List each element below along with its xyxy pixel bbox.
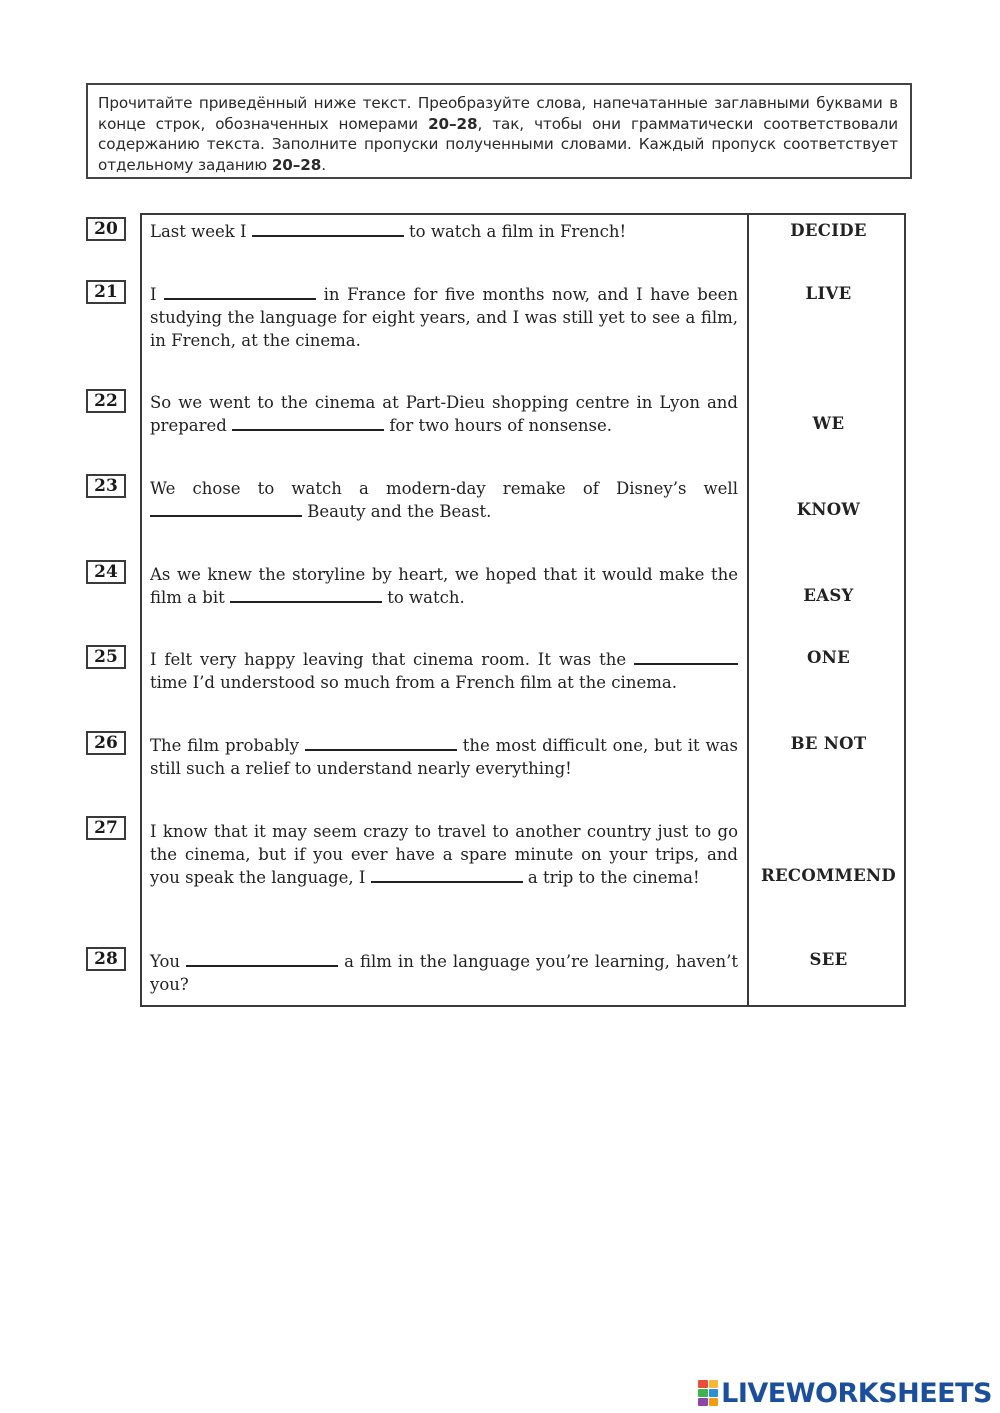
task-sentence-23 [150, 477, 738, 523]
instructions-box [86, 83, 912, 179]
task-sentence-27 [150, 820, 738, 889]
answer-blank-21[interactable] [164, 283, 316, 300]
answer-blank-28[interactable] [186, 950, 338, 967]
task-text-after: to watch. [381, 588, 465, 607]
keyword-column-divider [747, 213, 749, 1007]
task-text-before: So we went to the cinema at Part-Dieu shopping centre in Lyon and prepared [150, 393, 738, 435]
instructions-range-2: 20–28 [271, 155, 322, 174]
task-sentence-26 [150, 734, 738, 780]
task-sentence-25 [150, 648, 738, 694]
task-text-after: to watch a film in French! [403, 222, 627, 241]
answer-blank-27[interactable] [371, 866, 523, 883]
keyword-23: KNOW [796, 500, 861, 519]
task-text-before: We chose to watch a modern-day remake of Disney’s well [150, 479, 738, 498]
task-number-25: 25 [86, 645, 126, 669]
task-text-after: a trip to the cinema! [522, 868, 700, 887]
task-number-20: 20 [86, 217, 126, 241]
keyword-27: RECOMMEND [761, 866, 896, 885]
task-number-28: 28 [86, 947, 126, 971]
liveworksheets-logo-icon [698, 1380, 718, 1406]
task-text-after: the most difficult one, but it was still such a relief to understand nearly everything! [150, 736, 738, 778]
task-number-21: 21 [86, 280, 126, 304]
task-number-26: 26 [86, 731, 126, 755]
task-text-after: in France for five months now, and I have been studying the language for eight years, and I was still yet to see a film, in French, at the cinema. [150, 285, 738, 350]
answer-blank-26[interactable] [305, 734, 457, 751]
task-text-after: a film in the language you’re learning, haven’t you? [150, 952, 739, 994]
logo-tile [698, 1398, 708, 1406]
task-text-before: I know that it may seem crazy to travel to another country just to go the cinema, but if you ever have a spare minute on your trips, and you speak the language, I [150, 822, 738, 887]
answer-blank-22[interactable] [232, 414, 384, 431]
task-text-before: I [150, 285, 165, 304]
answer-blank-20[interactable] [252, 220, 404, 237]
task-sentence-20 [150, 220, 738, 243]
task-number-24: 24 [86, 560, 126, 584]
instructions-text-2: , так, чтобы они грамматически соответствовали содержанию текста. Заполните пропуски полученными словами. Каждый пропуск соответствует отдельному заданию [98, 114, 899, 174]
instructions-text-3: . [321, 155, 326, 174]
keyword-25: ONE [807, 648, 850, 667]
answer-blank-24[interactable] [230, 586, 382, 603]
task-text-before: I felt very happy leaving that cinema room. It was the [150, 650, 634, 669]
task-sentence-24 [150, 563, 738, 609]
task-text-after: time I’d understood so much from a French film at the cinema. [150, 673, 677, 692]
keyword-22: WE [812, 414, 845, 433]
instructions-text-1: Прочитайте приведённый ниже текст. Преобразуйте слова, напечатанные заглавными буквами в конце строк, обозначенных номерами [98, 94, 898, 133]
task-sentence-28 [150, 950, 738, 996]
liveworksheets-brand[interactable] [698, 1378, 992, 1408]
answer-blank-23[interactable] [150, 500, 302, 517]
logo-tile [709, 1380, 719, 1388]
task-text-after: Beauty and the Beast. [302, 502, 492, 521]
keyword-21: LIVE [805, 284, 852, 303]
logo-tile [698, 1389, 708, 1397]
keyword-26: BE NOT [790, 734, 867, 753]
task-sentence-21 [150, 283, 738, 352]
logo-tile [709, 1389, 719, 1397]
keyword-24: EASY [803, 586, 854, 605]
task-text-before: As we knew the storyline by heart, we hoped that it would make the film a bit [150, 565, 738, 607]
keyword-20: DECIDE [790, 221, 867, 240]
task-number-23: 23 [86, 474, 126, 498]
keyword-28: SEE [809, 950, 848, 969]
brand-name: LIVEWORKSHEETS [721, 1377, 992, 1409]
answer-blank-25[interactable] [634, 648, 738, 665]
task-text-before: The film probably [150, 736, 305, 755]
task-sentence-22 [150, 391, 738, 437]
task-text-after: for two hours of nonsense. [384, 416, 613, 435]
logo-tile [709, 1398, 719, 1406]
task-text-before: Last week I [150, 222, 252, 241]
task-number-22: 22 [86, 389, 126, 413]
instructions-range-1: 20–28 [428, 114, 478, 133]
task-number-27: 27 [86, 816, 126, 840]
task-text-before: You [150, 952, 187, 971]
logo-tile [698, 1380, 708, 1388]
